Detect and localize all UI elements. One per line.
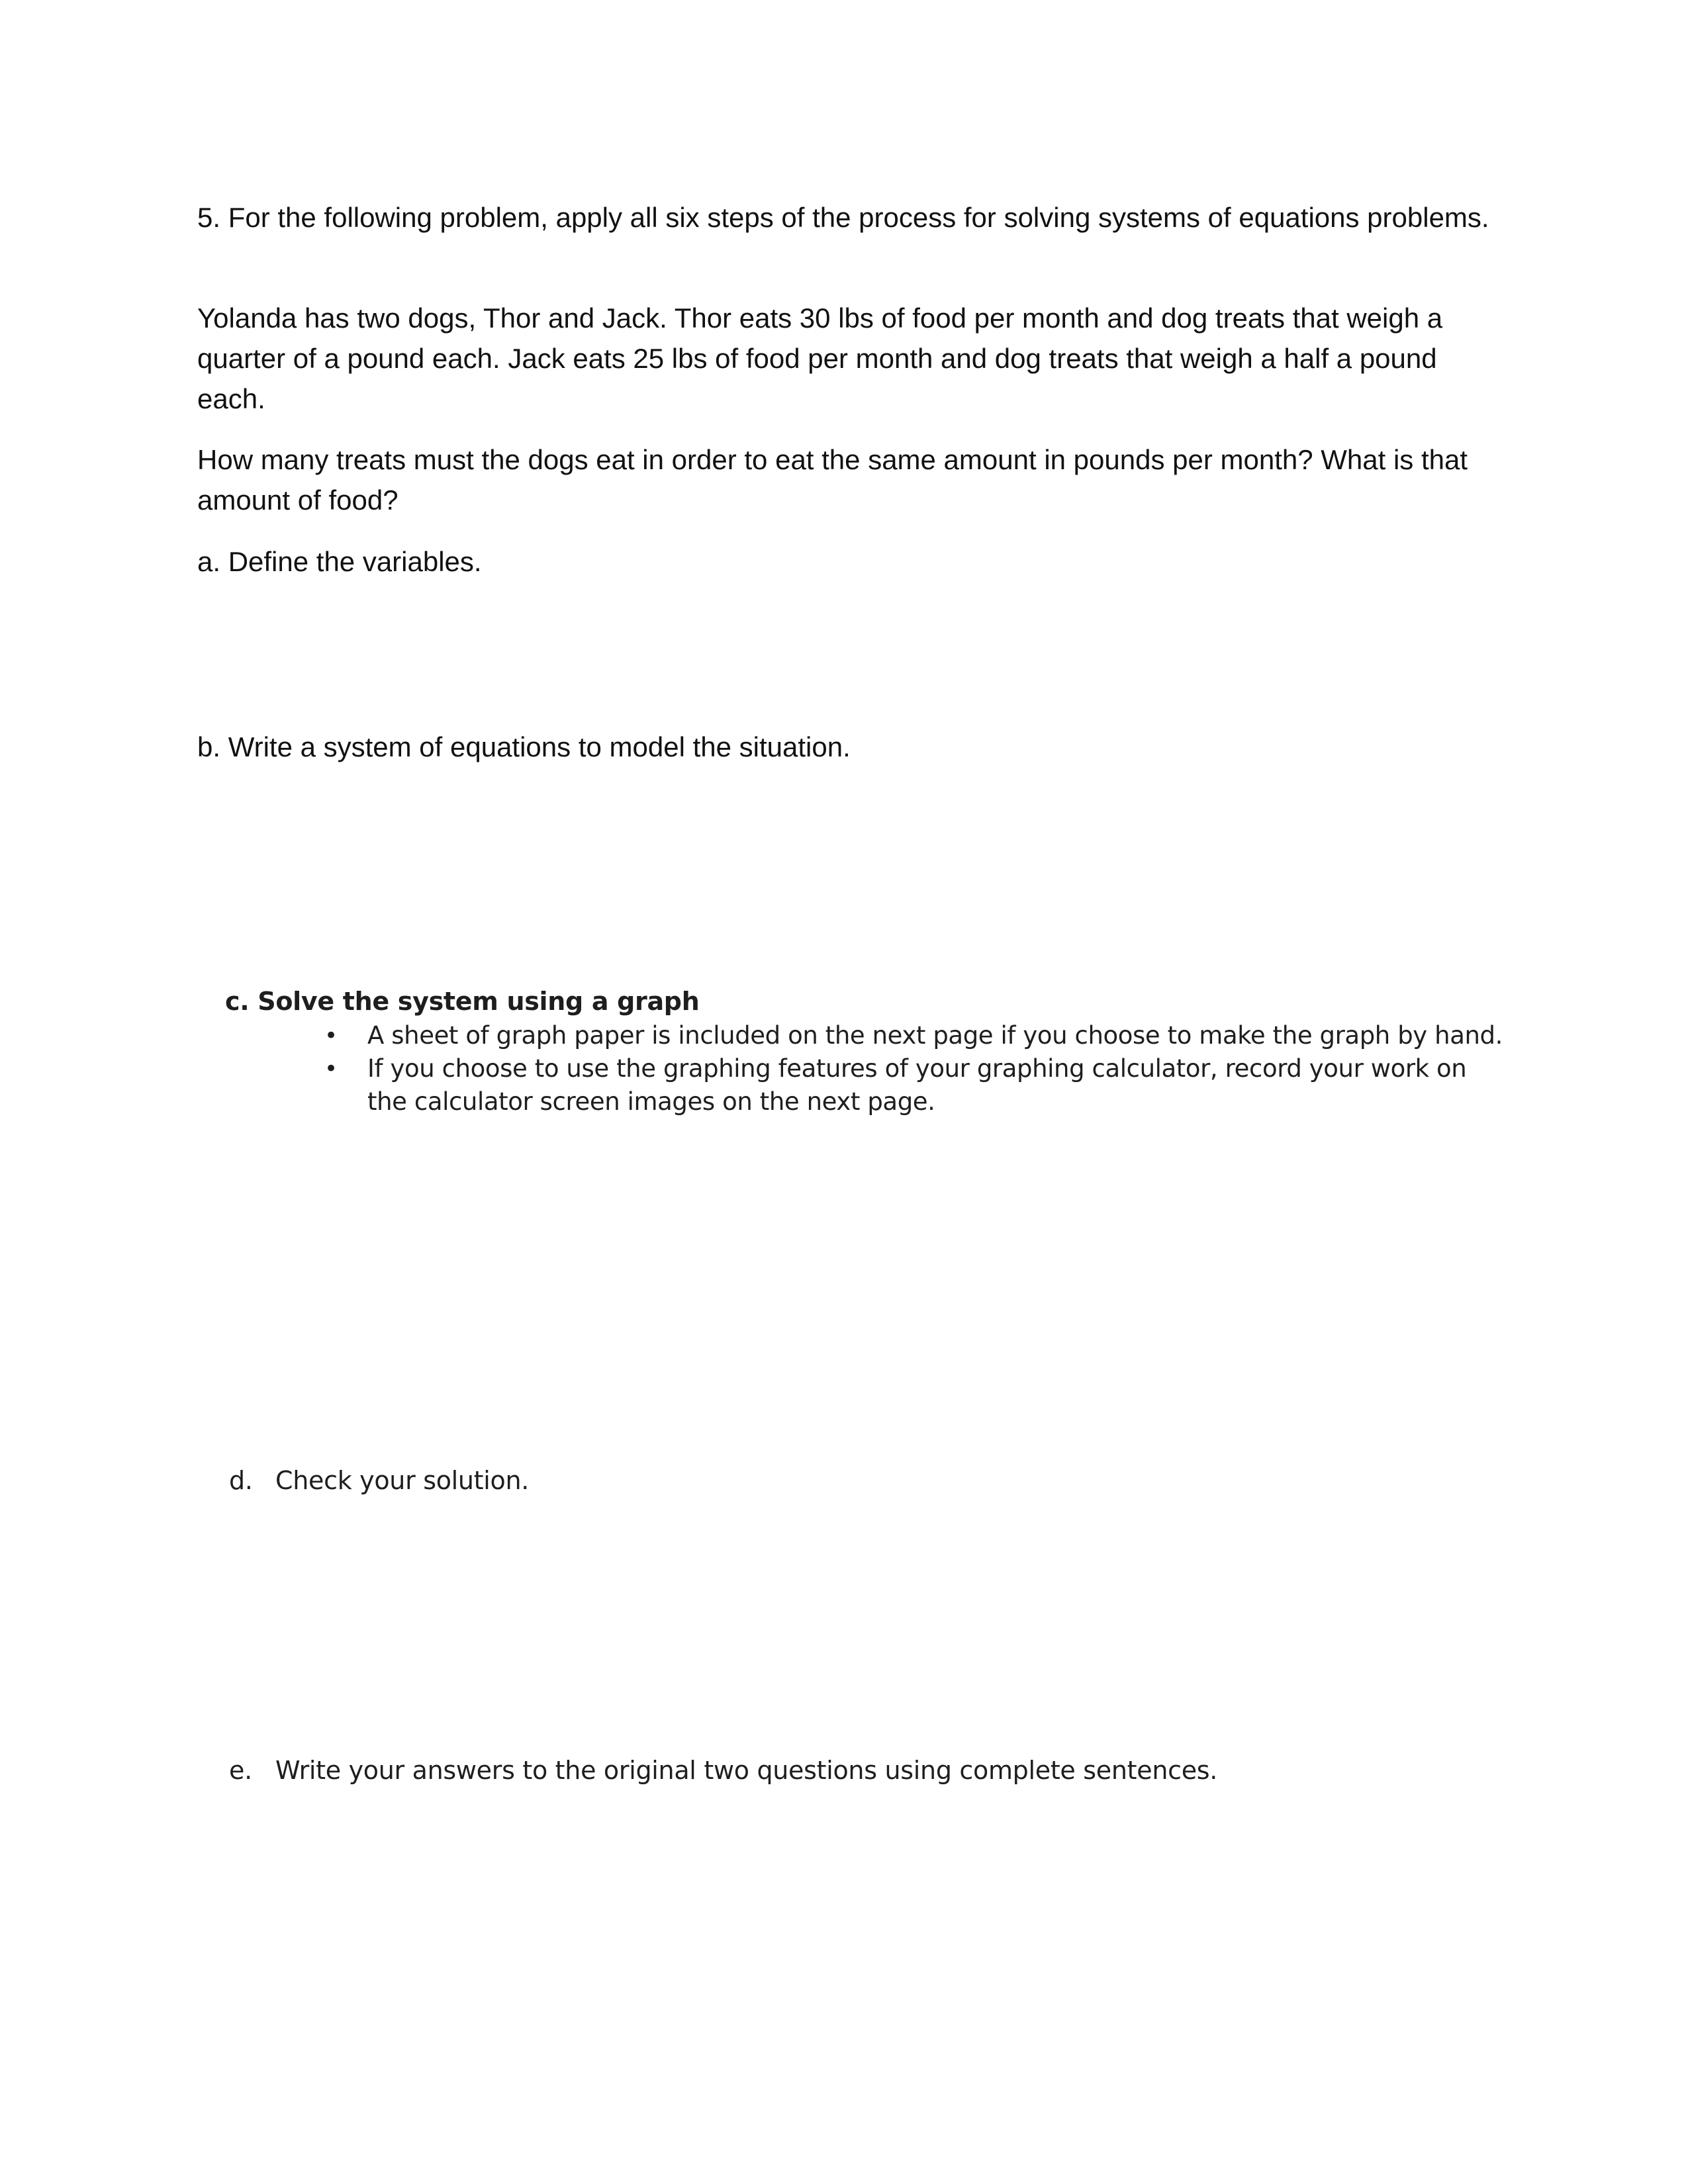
problem-story: Yolanda has two dogs, Thor and Jack. Thor eats 30 lbs of food per month and dog treats that weigh a quarter of a pound each. Jack eats 25 lbs of food per month and dog treats that weigh a half a pound each. [197,302,1443,414]
problem-intro: 5. For the following problem, apply all six steps of the process for solving systems of equations problems. [197,202,1489,233]
part-e-write-answers [229,1754,1217,1787]
part-b-write-system: b. Write a system of equations to model the situation. [197,731,851,762]
part-e-text: Write your answers to the original two questions using complete sentences. [275,1756,1218,1785]
part-c-bullet-item [311,1052,1503,1118]
part-c-title: c. Solve the system using a graph [225,987,700,1016]
part-c-bullet-text: A sheet of graph paper is included on the next page if you choose to make the graph by hand. [367,1021,1503,1050]
bullet-icon: • [324,1023,338,1049]
part-d-label: d. [229,1466,253,1495]
part-c-bullet-list [311,1019,1503,1118]
bullet-icon: • [324,1056,338,1082]
part-e-label: e. [229,1756,252,1785]
problem-question: How many treats must the dogs eat in order to eat the same amount in pounds per month? What is that amount of food? [197,444,1468,516]
part-c-bullet-item [311,1019,1503,1052]
part-d-check-solution [229,1464,529,1497]
part-c-bullet-text: If you choose to use the graphing features of your graphing calculator, record your work on the calculator screen images on the next page. [367,1054,1467,1116]
part-d-text: Check your solution. [275,1466,530,1495]
part-a-define-variables: a. Define the variables. [197,546,482,577]
